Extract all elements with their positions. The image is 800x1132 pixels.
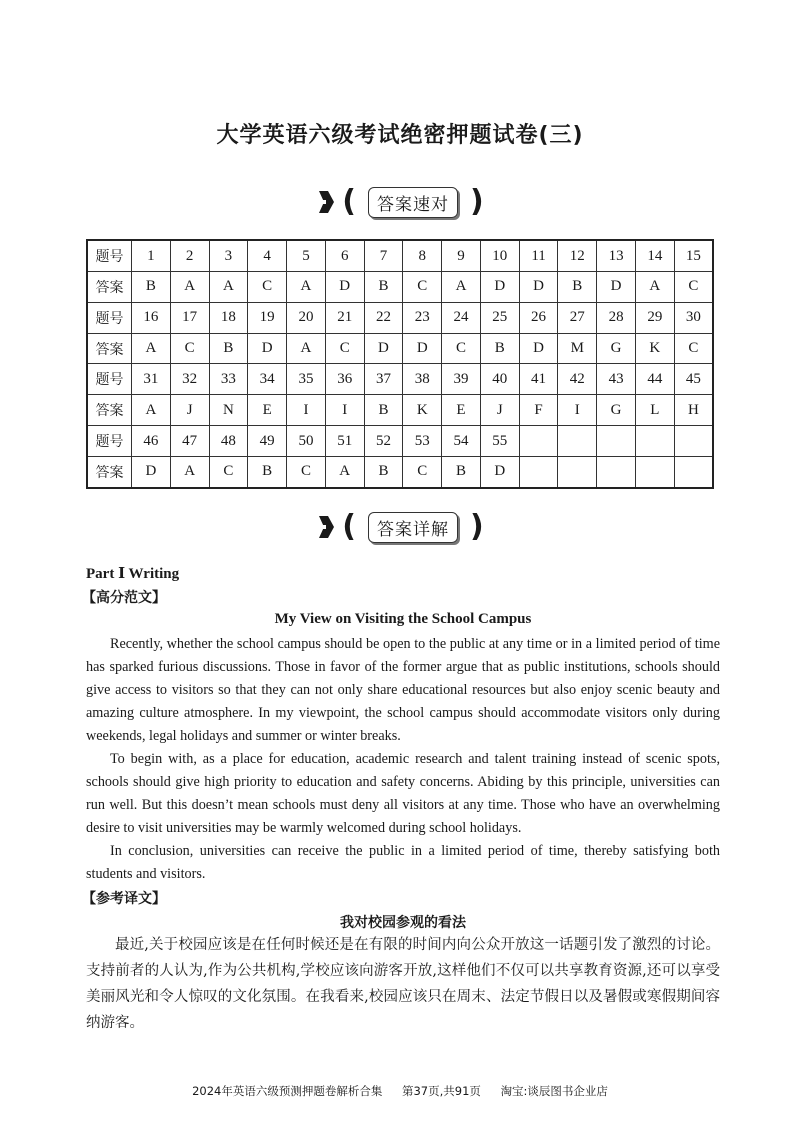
section-mark-icon [316,512,338,542]
answer-row [87,395,713,426]
answer-row-label: 答案 [87,272,132,303]
question-number-cell [635,426,674,457]
part-heading: Part Ⅰ Writing [86,566,180,582]
translation-label: 【参考译文】 [82,891,166,907]
answer-cell: A [132,395,171,426]
left-paren: ( [342,184,356,219]
answer-row [87,456,713,488]
question-number-cell: 9 [442,240,481,272]
question-number-cell: 5 [287,240,326,272]
answer-cell: C [170,333,209,364]
answer-row-label: 答案 [87,456,132,488]
answer-cell: J [480,395,519,426]
left-paren: ( [342,509,356,544]
translation-body [86,932,720,1036]
question-number-cell [597,426,636,457]
answer-cell: A [132,333,171,364]
answer-cell: D [480,456,519,488]
right-paren: ) [470,184,484,219]
banner-label: 答案速对 [368,187,458,218]
question-number-cell: 32 [170,364,209,395]
answer-cell: A [287,333,326,364]
question-row [87,302,713,333]
answer-cell: K [403,395,442,426]
answer-cell: B [364,456,403,488]
essay-title: My View on Visiting the School Campus [274,611,532,627]
answer-cell: C [287,456,326,488]
question-number-cell: 40 [480,364,519,395]
question-row [87,364,713,395]
answer-cell [674,456,713,488]
sample-essay-label: 【高分范文】 [82,590,166,606]
question-row-label: 题号 [87,302,132,333]
answer-cell: A [170,456,209,488]
question-number-cell: 55 [480,426,519,457]
question-number-cell [674,426,713,457]
question-number-cell: 52 [364,426,403,457]
question-number-cell: 28 [597,302,636,333]
answer-cell: A [442,272,481,303]
answer-cell: D [519,272,558,303]
question-number-cell: 1 [132,240,171,272]
answer-cell: A [325,456,364,488]
question-number-cell: 27 [558,302,597,333]
answer-cell: D [403,333,442,364]
question-number-cell: 30 [674,302,713,333]
answer-cell: C [209,456,248,488]
answer-cell: B [480,333,519,364]
question-number-cell: 48 [209,426,248,457]
answer-cell: B [364,395,403,426]
right-paren: ) [470,509,484,544]
answer-cell [558,456,597,488]
question-number-cell: 12 [558,240,597,272]
essay-paragraph: Recently, whether the school campus should be open to the public at any time or in a limited period of time has sparked furious discussions. Those in favor of the former argue that as public institutions, schools should give access to visitors so that they can not only share educational resources but also enjoy scenic beauty and amazing culture atmosphere. In my viewpoint, the school campus should accommodate visitors only during weekends, legal holidays and summer or winter breaks. [86,636,720,744]
translation-paragraph: 最近,关于校园应该是在任何时候还是在有限的时间内向公众开放这一话题引发了激烈的讨论。支持前者的人认为,作为公共机构,学校应该向游客开放,这样他们不仅可以共享教育资源,还可以享受美丽风光和令人惊叹的文化氛围。在我看来,校园应该只在周末、法定节假日以及暑假或寒假期间容纳游客。 [86,937,720,1031]
question-number-cell: 6 [325,240,364,272]
answer-cell: C [403,456,442,488]
answer-cell: C [325,333,364,364]
question-row-label: 题号 [87,240,132,272]
answer-cell: D [248,333,287,364]
answer-cell: N [209,395,248,426]
question-number-cell: 29 [635,302,674,333]
question-number-cell: 14 [635,240,674,272]
answer-cell: A [635,272,674,303]
question-number-cell: 43 [597,364,636,395]
question-number-cell: 49 [248,426,287,457]
answer-cell: A [209,272,248,303]
question-number-cell: 21 [325,302,364,333]
answer-cell: F [519,395,558,426]
question-number-cell: 45 [674,364,713,395]
question-number-cell: 3 [209,240,248,272]
answer-cell: B [442,456,481,488]
question-number-cell: 16 [132,302,171,333]
answer-cell: D [325,272,364,303]
section-mark-icon [316,187,338,217]
question-number-cell: 39 [442,364,481,395]
question-number-cell: 54 [442,426,481,457]
page-title: 大学英语六级考试绝密押题试卷(三) [216,123,584,148]
answer-cell: B [132,272,171,303]
question-number-cell: 53 [403,426,442,457]
footer-shop: 淘宝:谈辰图书企业店 [500,1084,608,1098]
answer-cell: E [442,395,481,426]
question-number-cell: 10 [480,240,519,272]
question-number-cell: 15 [674,240,713,272]
answer-cell: I [287,395,326,426]
question-row-label: 题号 [87,364,132,395]
answer-cell: B [209,333,248,364]
question-number-cell: 37 [364,364,403,395]
question-number-cell: 35 [287,364,326,395]
question-number-cell: 44 [635,364,674,395]
question-number-cell: 2 [170,240,209,272]
question-row [87,240,713,272]
question-number-cell: 20 [287,302,326,333]
question-number-cell: 46 [132,426,171,457]
essay-paragraph: To begin with, as a place for education, academic research and talent training instead of scenic spots, schools should give high priority to education and safety concerns. Abiding by this principle, universities can run well. But this doesn’t mean schools must deny all visitors at any time. Those who have an overwhelming desire to visit universities may be warmly welcomed during school holidays. [86,751,720,836]
question-number-cell: 42 [558,364,597,395]
answer-cell: L [635,395,674,426]
translation-title: 我对校园参观的看法 [340,915,466,931]
answer-cell: B [558,272,597,303]
essay-body [86,633,720,886]
answer-cell [597,456,636,488]
question-number-cell: 26 [519,302,558,333]
answer-cell: D [597,272,636,303]
answer-cell: C [403,272,442,303]
answer-cell: C [442,333,481,364]
answer-cell: I [325,395,364,426]
answer-cell [519,456,558,488]
answer-cell: G [597,333,636,364]
question-number-cell [519,426,558,457]
question-number-cell [558,426,597,457]
answer-cell: I [558,395,597,426]
question-number-cell: 22 [364,302,403,333]
answer-cell: G [597,395,636,426]
question-number-cell: 4 [248,240,287,272]
footer-page-number: 第37页,共91页 [401,1084,481,1098]
question-number-cell: 7 [364,240,403,272]
question-number-cell: 51 [325,426,364,457]
essay-paragraph: In conclusion, universities can receive the public in a limited period of time, thereby satisfying both students and visitors. [86,843,720,882]
question-number-cell: 19 [248,302,287,333]
answer-cell: C [248,272,287,303]
question-number-cell: 17 [170,302,209,333]
answer-cell: B [364,272,403,303]
question-number-cell: 25 [480,302,519,333]
answer-quick-banner [0,182,800,222]
question-row [87,426,713,457]
answer-cell: J [170,395,209,426]
answer-row [87,272,713,303]
answer-cell: D [480,272,519,303]
answer-cell: K [635,333,674,364]
answer-cell [635,456,674,488]
question-number-cell: 11 [519,240,558,272]
question-number-cell: 33 [209,364,248,395]
question-number-cell: 34 [248,364,287,395]
answer-cell: E [248,395,287,426]
answer-row-label: 答案 [87,395,132,426]
answer-cell: D [132,456,171,488]
answer-detail-banner [0,507,800,547]
answer-row [87,333,713,364]
question-number-cell: 13 [597,240,636,272]
banner-label: 答案详解 [368,512,458,543]
answer-cell: D [364,333,403,364]
answer-cell: B [248,456,287,488]
question-number-cell: 24 [442,302,481,333]
question-row-label: 题号 [87,426,132,457]
question-number-cell: 50 [287,426,326,457]
page-footer [0,1083,800,1099]
question-number-cell: 38 [403,364,442,395]
answer-cell: C [674,272,713,303]
answer-key-table [86,239,714,489]
question-number-cell: 18 [209,302,248,333]
answer-cell: M [558,333,597,364]
question-number-cell: 41 [519,364,558,395]
question-number-cell: 36 [325,364,364,395]
answer-row-label: 答案 [87,333,132,364]
question-number-cell: 8 [403,240,442,272]
footer-book-title: 2024年英语六级预测押题卷解析合集 [192,1084,383,1098]
answer-cell: A [170,272,209,303]
answer-cell: H [674,395,713,426]
answer-cell: C [674,333,713,364]
answer-cell: A [287,272,326,303]
question-number-cell: 23 [403,302,442,333]
question-number-cell: 47 [170,426,209,457]
question-number-cell: 31 [132,364,171,395]
answer-cell: D [519,333,558,364]
